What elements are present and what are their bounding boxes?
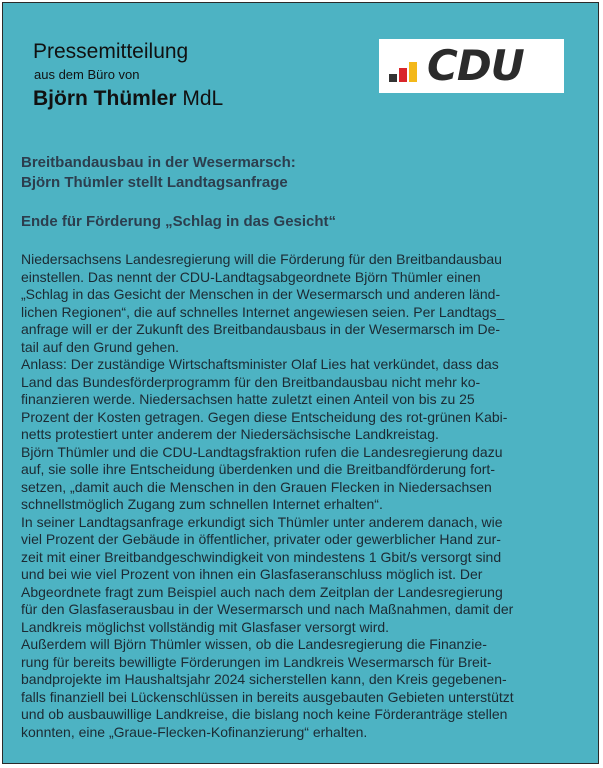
body-line: Abgeordnete fragt zum Beispiel auch nach dem Zeitplan der Landesregierung <box>21 583 503 600</box>
body-line: „Schlag in das Gesicht der Menschen in der Wesermarsch und anderen länd- <box>21 286 501 302</box>
logo-bar-gold <box>409 62 417 82</box>
body-line: für den Glasfaserausbau in der Wesermarsch und nach Maßnahmen, damit der <box>21 601 514 617</box>
body-line: einstellen. Das nennt der CDU-Landtagsabgeordnete Björn Thümler einen <box>21 268 481 285</box>
body-line: und ob ausbauwillige Landkreise, die bislang noch keine Förderanträge stellen <box>21 706 508 722</box>
body-line: und bei wie viel Prozent von ihnen ein Glasfaseranschluss möglich ist. Der <box>21 566 483 582</box>
headline-line-1: Breitbandausbau in der Wesermarsch: <box>21 154 296 171</box>
body-line: viel Prozent der Gebäude in öffentlicher, privater oder gewerblicher Hand zur- <box>21 531 501 547</box>
body-line: In seiner Landtagsanfrage erkundigt sich Thümler unter anderem danach, wie <box>21 513 503 530</box>
logo-wordmark: CDU <box>427 41 524 90</box>
subheadline: Ende für Förderung „Schlag in das Gesicht“ <box>21 213 337 230</box>
body-line: anfrage will er der Zukunft des Breitbandausbaus in der Wesermarsch im De- <box>21 321 501 337</box>
body-line: Landkreis möglichst vollständig mit Glasfaser versorgt wird. <box>21 618 390 635</box>
body-line: Anlass: Der zuständige Wirtschaftsminister Olaf Lies hat verkündet, dass das <box>21 356 499 372</box>
document-type-title: Pressemitteilung <box>33 40 189 63</box>
body-line: Prozent der Kosten getragen. Gegen diese Entscheidung des rot-grünen Kabi- <box>21 408 508 425</box>
politician-name <box>33 86 223 112</box>
body-line: falls finanziell bei Lückenschlüssen in bereits ausgebauten Gebieten unterstützt <box>21 688 514 705</box>
headline <box>21 153 296 193</box>
body-line: auf, sie solle ihre Entscheidung überdenken und die Breitbandförderung fort- <box>21 461 495 477</box>
body-line: Land das Bundesförderprogramm für den Breitbandausbau nicht mehr ko- <box>21 373 481 390</box>
logo-bar-red <box>399 68 407 82</box>
body-text <box>21 251 593 741</box>
body-line: konnten, eine „Graue-Flecken-Kofinanzierung“ erhalten. <box>21 723 368 740</box>
press-release-page <box>2 2 599 764</box>
body-line: zeit mit einer Breitbandgeschwindigkeit von mindestens 1 Gbit/s versorgt sind <box>21 548 502 565</box>
body-line: Björn Thümler und die CDU-Landtagsfraktion rufen die Landesregierung dazu <box>21 443 503 460</box>
body-line: bandprojekte im Haushaltsjahr 2024 sicherstellen kann, den Kreis gegebenen- <box>21 671 507 687</box>
body-line: setzen, „damit auch die Menschen in den Grauen Flecken in Niedersachsen <box>21 478 492 495</box>
body-line: netts protestiert unter anderem der Niedersächsische Landkreistag. <box>21 426 439 442</box>
body-line: schnellstmöglich Zugang zum schnellen Internet erhalten“. <box>21 496 383 512</box>
office-label: aus dem Büro von <box>34 67 140 82</box>
body-line: Außerdem will Björn Thümler wissen, ob die Landesregierung die Finanzie- <box>21 636 487 652</box>
politician-title-suffix: MdL <box>176 87 224 110</box>
body-line: tail auf den Grund gehen. <box>21 338 180 355</box>
cdu-logo <box>379 39 564 93</box>
body-line: rung für bereits bewilligte Förderungen im Landkreis Wesermarsch für Breit- <box>21 653 492 670</box>
body-line: Niedersachsens Landesregierung will die Förderung für den Breitbandausbau <box>21 251 502 267</box>
body-line: finanzieren werde. Niedersachsen hatte zuletzt einen Anteil von bis zu 25 <box>21 391 475 407</box>
headline-line-2: Björn Thümler stellt Landtagsanfrage <box>21 174 288 191</box>
politician-name-bold: Björn Thümler <box>33 87 177 110</box>
body-line: lichen Regionen“, die auf schnelles Internet angewiesen seien. Per Landtags_ <box>21 303 505 320</box>
logo-bar-black <box>389 74 397 82</box>
